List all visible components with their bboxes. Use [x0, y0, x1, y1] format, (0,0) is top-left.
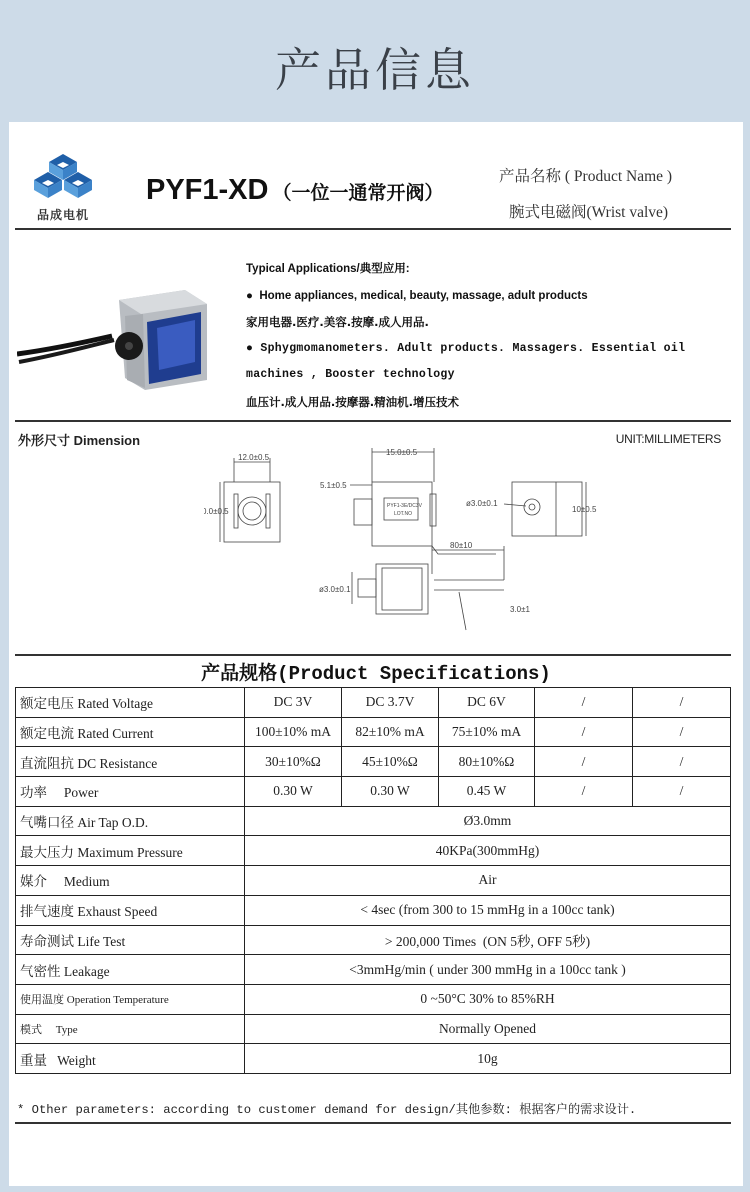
- specifications-table: [15, 687, 731, 1074]
- cell: 30±10%Ω: [245, 747, 342, 777]
- cell: /: [535, 717, 633, 747]
- applications-title: Typical Applications/典型应用:: [246, 263, 410, 275]
- table-row: [16, 836, 731, 866]
- svg-text:LOT.NO: LOT.NO: [394, 511, 413, 517]
- row-label: 额定电流 Rated Current: [16, 717, 245, 747]
- divider: [15, 1122, 731, 1124]
- dimension-drawing: [204, 444, 604, 634]
- cell: Normally Opened: [245, 1014, 731, 1044]
- row-label: 气嘴口径 Air Tap O.D.: [16, 806, 245, 836]
- model-number: PYF1-XD: [146, 174, 269, 206]
- table-row: [16, 984, 731, 1014]
- row-label: 最大压力 Maximum Pressure: [16, 836, 245, 866]
- svg-text:80±10: 80±10: [450, 541, 473, 550]
- product-info-card: [9, 122, 743, 1186]
- row-label: 排气速度 Exhaust Speed: [16, 895, 245, 925]
- product-photo: [17, 262, 217, 402]
- cell: Air: [245, 866, 731, 896]
- cell: /: [633, 777, 731, 807]
- application-line: 血压计.成人用品.按摩器.精油机.增压技术: [246, 394, 459, 409]
- table-row: [16, 955, 731, 985]
- svg-text:0.0±0.5: 0.0±0.5: [204, 507, 229, 516]
- table-row: [16, 866, 731, 896]
- table-row: [16, 806, 731, 836]
- svg-text:15.0±0.5: 15.0±0.5: [386, 448, 418, 457]
- row-label: 直流阻抗 DC Resistance: [16, 747, 245, 777]
- cell: Ø3.0mm: [245, 806, 731, 836]
- dimension-unit: UNIT:MILLIMETERS: [615, 432, 721, 446]
- cell: /: [633, 747, 731, 777]
- cell: 40KPa(300mmHg): [245, 836, 731, 866]
- row-label: 寿命测试 Life Test: [16, 925, 245, 955]
- bullet-icon: ●: [246, 289, 253, 302]
- footer-note: * Other parameters: according to customer demand for design/其他参数: 根据客户的需求设计.: [17, 1103, 637, 1117]
- divider: [15, 420, 731, 422]
- row-label: 额定电压 Rated Voltage: [16, 688, 245, 718]
- svg-text:ø3.0±0.1: ø3.0±0.1: [319, 585, 351, 594]
- table-row: [16, 1014, 731, 1044]
- typical-applications: [246, 256, 685, 415]
- cell: 80±10%Ω: [439, 747, 535, 777]
- cell: 0.45 W: [439, 777, 535, 807]
- bullet-icon: ●: [246, 341, 254, 355]
- cell: <3mmHg/min ( under 300 mmHg in a 100cc tank ): [245, 955, 731, 985]
- solenoid-valve-image: [17, 262, 217, 402]
- divider: [15, 654, 731, 656]
- row-label: 气密性 Leakage: [16, 955, 245, 985]
- svg-text:ø3.0±0.1: ø3.0±0.1: [466, 499, 498, 508]
- table-row: [16, 717, 731, 747]
- svg-text:PYF1-3E/DC3V: PYF1-3E/DC3V: [387, 503, 423, 509]
- cell: 100±10% mA: [245, 717, 342, 747]
- product-name-value: 腕式电磁阀(Wrist valve): [509, 204, 669, 221]
- application-line: ● Sphygmomanometers. Adult products. Massagers. Essential oil: [246, 341, 686, 355]
- dimension-title: 外形尺寸 Dimension: [18, 433, 141, 448]
- application-line: 家用电器.医疗.美容.按摩.成人用品.: [246, 315, 429, 329]
- cell: /: [633, 717, 731, 747]
- svg-text:3.0±1: 3.0±1: [510, 605, 530, 614]
- cell: 0 ~50°C 30% to 85%RH: [245, 984, 731, 1014]
- table-row: [16, 688, 731, 718]
- table-row: [16, 925, 731, 955]
- page-title: 产品信息: [275, 43, 475, 97]
- cell: DC 3V: [245, 688, 342, 718]
- application-line: ● Home appliances, medical, beauty, massage, adult products: [246, 289, 588, 302]
- cell: /: [535, 688, 633, 718]
- cell: /: [535, 747, 633, 777]
- application-line: machines , Booster technology: [246, 368, 455, 381]
- cell: 45±10%Ω: [342, 747, 439, 777]
- model-description: （一位一通常开阀）: [272, 183, 444, 204]
- table-row: [16, 747, 731, 777]
- model-title: [146, 174, 444, 207]
- cell: DC 6V: [439, 688, 535, 718]
- cell: 0.30 W: [342, 777, 439, 807]
- cell: 0.30 W: [245, 777, 342, 807]
- cell: /: [535, 777, 633, 807]
- brand-logo: [28, 152, 98, 224]
- row-label: 功率 Power: [16, 777, 245, 807]
- cube-stack-icon: [28, 152, 98, 204]
- table-row: [16, 1044, 731, 1074]
- cell: 10g: [245, 1044, 731, 1074]
- cell: > 200,000 Times (ON 5秒, OFF 5秒): [245, 925, 731, 955]
- row-label: 媒介 Medium: [16, 866, 245, 896]
- svg-text:12.0±0.5: 12.0±0.5: [238, 453, 270, 462]
- row-label: 使用温度 Operation Temperature: [16, 984, 245, 1014]
- cell: 82±10% mA: [342, 717, 439, 747]
- specifications-title: 产品规格(Product Specifications): [201, 663, 551, 685]
- table-row: [16, 895, 731, 925]
- cell: < 4sec (from 300 to 15 mmHg in a 100cc tank): [245, 895, 731, 925]
- product-name-label: 产品名称 ( Product Name ): [499, 168, 673, 185]
- row-label: 模式 Type: [16, 1014, 245, 1044]
- cell: 75±10% mA: [439, 717, 535, 747]
- cell: DC 3.7V: [342, 688, 439, 718]
- svg-text:5.1±0.5: 5.1±0.5: [320, 481, 347, 490]
- product-header: [9, 122, 743, 230]
- divider: [15, 228, 731, 230]
- table-row: [16, 777, 731, 807]
- row-label: 重量 Weight: [16, 1044, 245, 1074]
- brand-name: 品成电机: [36, 208, 89, 222]
- svg-text:10±0.5: 10±0.5: [572, 505, 597, 514]
- cell: /: [633, 688, 731, 718]
